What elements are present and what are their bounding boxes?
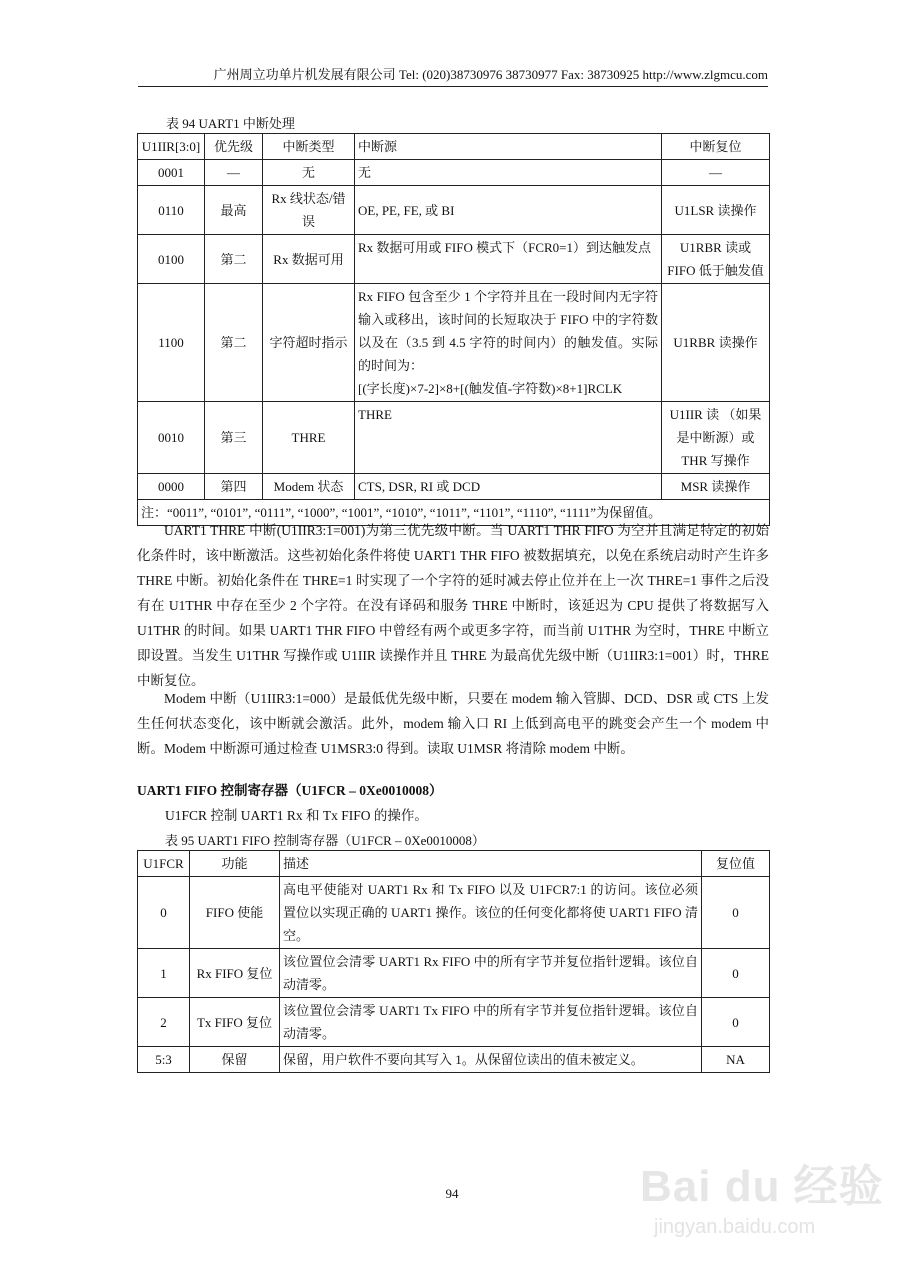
table-row	[138, 877, 770, 949]
cell-source-text: Rx FIFO 包含至少 1 个字符并且在一段时间内无字符输入或移出，该时间的长短取决于 FIFO 中的字符数以及在（3.5 到 4.5 字符的时间内）的触发值。实际的时间为：	[358, 289, 658, 373]
cell-type: 无	[263, 160, 355, 186]
table94-header-row	[138, 134, 770, 160]
cell-reset: —	[662, 160, 770, 186]
cell-type: THRE	[263, 402, 355, 474]
watermark-logo: Bai du 经验	[640, 1162, 884, 1211]
cell-reset: U1RBR 读或 FIFO 低于触发值	[662, 235, 770, 284]
cell-code: 1100	[138, 284, 205, 402]
cell-reset-value: NA	[702, 1047, 770, 1073]
cell-source: CTS, DSR, RI 或 DCD	[355, 474, 662, 500]
header-cell: 功能	[190, 851, 280, 877]
cell-priority: 最高	[205, 186, 263, 235]
cell-reset: U1IIR 读 （如果是中断源）或 THR 写操作	[662, 402, 770, 474]
cell-code: 0000	[138, 474, 205, 500]
table-row	[138, 186, 770, 235]
cell-bit: 1	[138, 949, 190, 998]
cell-code: 0010	[138, 402, 205, 474]
table-row	[138, 160, 770, 186]
table94-note: 注：“0011”, “0101”, “0111”, “1000”, “1001”, “1010”, “1011”, “1101”, “1110”, “1111”为保留值。	[138, 500, 770, 526]
cell-code: 0100	[138, 235, 205, 284]
cell-reset: U1RBR 读操作	[662, 284, 770, 402]
cell-function: Tx FIFO 复位	[190, 998, 280, 1047]
cell-description: 高电平使能对 UART1 Rx 和 Tx FIFO 以及 U1FCR7:1 的访问。该位必须置位以实现正确的 UART1 操作。该位的任何变化都将使 UART1 FIFO 清空。	[280, 877, 702, 949]
cell-priority: —	[205, 160, 263, 186]
table-row	[138, 998, 770, 1047]
cell-description: 保留，用户软件不要向其写入 1。从保留位读出的值未被定义。	[280, 1047, 702, 1073]
table-row	[138, 402, 770, 474]
cell-reset-value: 0	[702, 949, 770, 998]
header-cell: 中断源	[355, 134, 662, 160]
cell-source: 无	[355, 160, 662, 186]
cell-source	[355, 284, 662, 402]
cell-description: 该位置位会清零 UART1 Rx FIFO 中的所有字节并复位指针逻辑。该位自动清零。	[280, 949, 702, 998]
cell-reset: MSR 读操作	[662, 474, 770, 500]
cell-bit: 2	[138, 998, 190, 1047]
table-row	[138, 949, 770, 998]
table94	[137, 133, 770, 526]
section-intro: U1FCR 控制 UART1 Rx 和 Tx FIFO 的操作。	[165, 808, 428, 823]
table95-caption: 表 95 UART1 FIFO 控制寄存器（U1FCR – 0Xe0010008）	[165, 833, 485, 848]
page-number: 94	[445, 1186, 459, 1201]
cell-type: Modem 状态	[263, 474, 355, 500]
cell-source: OE, PE, FE, 或 BI	[355, 186, 662, 235]
cell-priority: 第二	[205, 284, 263, 402]
cell-function: FIFO 使能	[190, 877, 280, 949]
header-cell: 优先级	[205, 134, 263, 160]
cell-function: Rx FIFO 复位	[190, 949, 280, 998]
cell-source-formula: [(字长度)×7-2]×8+[(触发值-字符数)×8+1]RCLK	[358, 381, 623, 396]
header-cell: 中断复位	[662, 134, 770, 160]
table-row	[138, 284, 770, 402]
cell-bit: 5:3	[138, 1047, 190, 1073]
header-cell: 中断类型	[263, 134, 355, 160]
header-cell: 复位值	[702, 851, 770, 877]
cell-type: Rx 数据可用	[263, 235, 355, 284]
table-row	[138, 235, 770, 284]
header-cell: U1FCR	[138, 851, 190, 877]
cell-priority: 第四	[205, 474, 263, 500]
cell-reset-value: 0	[702, 998, 770, 1047]
cell-bit: 0	[138, 877, 190, 949]
cell-code: 0110	[138, 186, 205, 235]
paragraph-modem: Modem 中断（U1IIR3:1=000）是最低优先级中断，只要在 modem 输入管脚、DCD、DSR 或 CTS 上发生任何状态变化，该中断就会激活。此外，modem 输入口 RI 上低到高电平的跳变会产生一个 modem 中断。Modem 中断源可通过检查 U1MSR3:0 得到。读取 U1MSR 将清除 modem 中断。	[137, 691, 769, 756]
section-title: UART1 FIFO 控制寄存器（U1FCR – 0Xe0010008）	[137, 783, 443, 798]
watermark-url: jingyan.baidu.com	[654, 1216, 816, 1238]
paragraph-thre: UART1 THRE 中断(U1IIR3:1=001)为第三优先级中断。当 UART1 THR FIFO 为空并且满足特定的初始化条件时，该中断激活。这些初始化条件将使 UART1 THR FIFO 被数据填充，以免在系统启动时产生许多 THRE 中断。初始化条件在 THRE=1 时实现了一个字符的延时减去停止位并在上一次 THRE=1 事件之后没有在 U1THR 中存在至少 2 个字符。在没有译码和服务 THRE 中断时，该延迟为 CPU 提供了将数据写入 U1THR 的时间。如果 UART1 THR FIFO 中曾经有两个或更多字符，而当前 U1THR 为空时，THRE 中断立即设置。当发生 U1THR 写操作或 U1IIR 读操作并且 THRE 为最高优先级中断（U1IIR3:1=001）时，THRE 中断复位。	[137, 523, 769, 688]
cell-source: Rx 数据可用或 FIFO 模式下（FCR0=1）到达触发点	[355, 235, 662, 284]
table95	[137, 850, 770, 1073]
table95-header-row	[138, 851, 770, 877]
cell-type: Rx 线状态/错误	[263, 186, 355, 235]
cell-reset: U1LSR 读操作	[662, 186, 770, 235]
cell-priority: 第二	[205, 235, 263, 284]
baidu-watermark	[640, 1150, 884, 1260]
cell-description: 该位置位会清零 UART1 Tx FIFO 中的所有字节并复位指针逻辑。该位自动清零。	[280, 998, 702, 1047]
cell-function: 保留	[190, 1047, 280, 1073]
header-cell: 描述	[280, 851, 702, 877]
cell-reset-value: 0	[702, 877, 770, 949]
page-header: 广州周立功单片机发展有限公司 Tel: (020)38730976 38730977 Fax: 38730925 http://www.zlgmcu.com	[138, 64, 768, 87]
cell-code: 0001	[138, 160, 205, 186]
table-row	[138, 1047, 770, 1073]
table94-caption: 表 94 UART1 中断处理	[166, 116, 295, 131]
table-row	[138, 474, 770, 500]
cell-source: THRE	[355, 402, 662, 474]
header-cell: U1IIR[3:0]	[138, 134, 205, 160]
cell-priority: 第三	[205, 402, 263, 474]
cell-type: 字符超时指示	[263, 284, 355, 402]
